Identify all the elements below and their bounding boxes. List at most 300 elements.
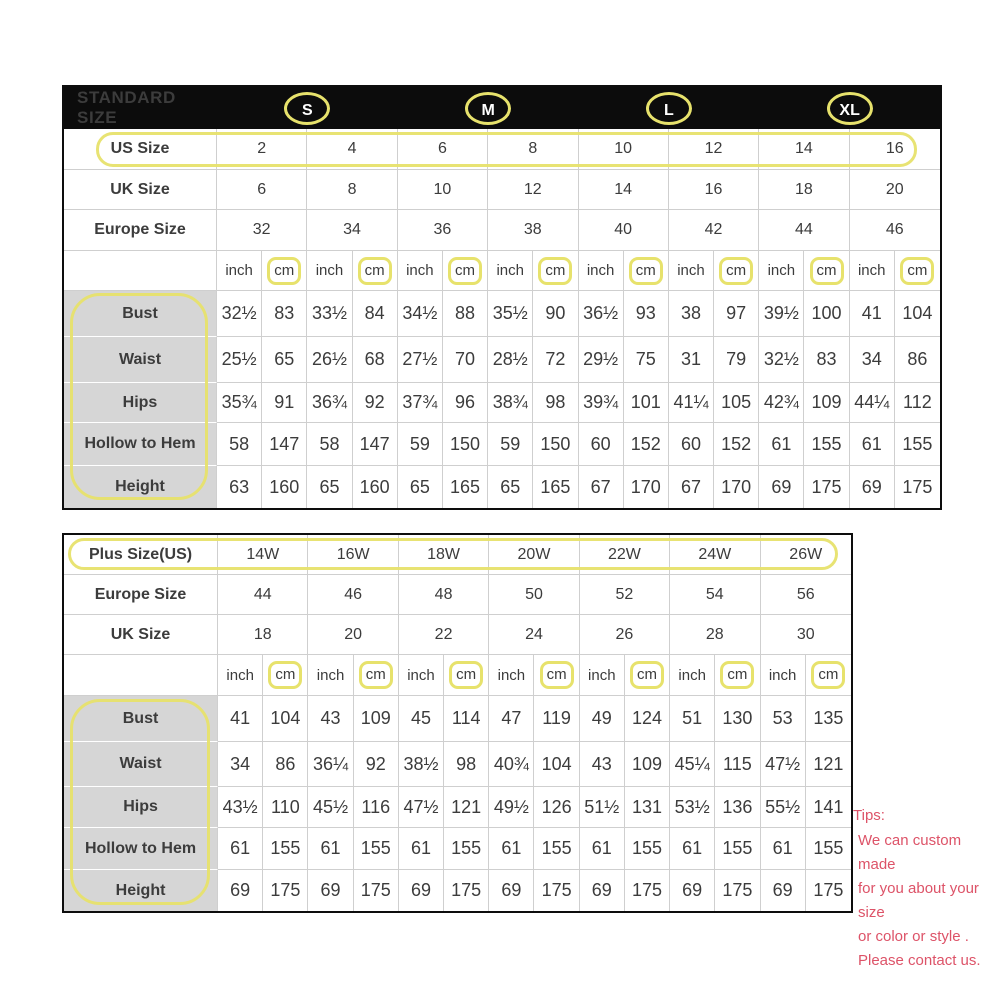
- size-cell: 14: [579, 170, 669, 210]
- measure-cell: 63: [217, 466, 262, 508]
- cm-label-highlighted: cm: [267, 257, 301, 285]
- unit-inch-cell: [488, 251, 533, 291]
- measure-cell: 65: [488, 466, 533, 508]
- measure-cell: 175: [354, 870, 399, 911]
- measure-cell: 155: [804, 423, 849, 466]
- measure-cell: 69: [218, 870, 263, 911]
- cm-label-highlighted: cm: [811, 661, 845, 689]
- measure-cell: 114: [444, 696, 489, 742]
- cm-label-highlighted: cm: [719, 257, 753, 285]
- standard-size-table: [62, 85, 942, 510]
- size-row: [64, 129, 940, 170]
- measure-row-label: Height: [64, 466, 217, 508]
- measure-cell: 165: [533, 466, 578, 508]
- measure-cell: 69: [399, 870, 444, 911]
- size-cell: 40: [579, 210, 669, 251]
- inch-label: inch: [678, 666, 706, 684]
- measure-cell: 98: [533, 383, 578, 423]
- measure-row-label: Waist: [64, 742, 218, 787]
- size-cell: 8: [307, 170, 397, 210]
- size-row: [64, 615, 851, 655]
- cm-label-highlighted: cm: [720, 661, 754, 689]
- size-group-ellipse: S: [284, 92, 330, 125]
- measure-cell: 65: [307, 466, 352, 508]
- measure-cell: 155: [715, 828, 760, 870]
- measure-cell: 67: [669, 466, 714, 508]
- measure-cell: 58: [217, 423, 262, 466]
- measure-cell: 155: [625, 828, 670, 870]
- plus-size-table-section: [62, 533, 853, 913]
- measure-cell: 119: [534, 696, 579, 742]
- size-cell: 28: [670, 615, 760, 655]
- measure-cell: 49: [580, 696, 625, 742]
- size-cell: 22W: [580, 535, 670, 575]
- measure-cell: 97: [714, 291, 759, 337]
- size-row: [64, 575, 851, 615]
- measure-row-label: Waist: [64, 337, 217, 383]
- unit-inch-cell: [218, 655, 263, 696]
- size-cell: 54: [670, 575, 760, 615]
- unit-cm-cell: [625, 655, 670, 696]
- measure-cell: 69: [850, 466, 895, 508]
- measure-cell: 165: [443, 466, 488, 508]
- measure-cell: 42¾: [759, 383, 804, 423]
- measure-cell: 61: [399, 828, 444, 870]
- inch-label: inch: [767, 262, 796, 279]
- table-header-row: [64, 87, 940, 129]
- measure-cell: 68: [353, 337, 398, 383]
- measure-cell: 39¾: [579, 383, 624, 423]
- measure-cell: 69: [761, 870, 806, 911]
- measure-row: [64, 696, 851, 742]
- unit-cm-cell: [806, 655, 851, 696]
- measure-cell: 38¾: [488, 383, 533, 423]
- inch-label: inch: [226, 666, 254, 684]
- inch-label: inch: [496, 262, 524, 279]
- size-cell: 4: [307, 129, 397, 170]
- measure-cell: 126: [534, 787, 579, 828]
- measure-cell: 96: [443, 383, 488, 423]
- inch-label: inch: [225, 262, 253, 279]
- measure-cell: 69: [308, 870, 353, 911]
- size-cell: 18: [759, 170, 849, 210]
- size-cell: 26W: [761, 535, 852, 575]
- measure-cell: 34: [218, 742, 263, 787]
- inch-label: inch: [497, 666, 526, 684]
- size-row-label: Europe Size: [64, 575, 218, 615]
- measure-cell: 175: [804, 466, 849, 508]
- measure-cell: 155: [534, 828, 579, 870]
- measure-cell: 69: [759, 466, 804, 508]
- measure-cell: 69: [580, 870, 625, 911]
- size-cell: 18W: [399, 535, 489, 575]
- tips-note: [853, 804, 999, 973]
- unit-cm-cell: [262, 251, 307, 291]
- measure-cell: 53: [761, 696, 806, 742]
- size-row: [64, 170, 940, 210]
- table-title: STANDARD SIZE: [64, 87, 217, 129]
- measure-cell: 86: [263, 742, 308, 787]
- measure-cell: 40¾: [489, 742, 534, 787]
- size-cell: 46: [850, 210, 940, 251]
- unit-cm-cell: [444, 655, 489, 696]
- inch-label: inch: [588, 666, 616, 684]
- size-group-cell: [759, 87, 940, 129]
- measure-cell: 104: [534, 742, 579, 787]
- measure-cell: 25½: [217, 337, 262, 383]
- tips-line: Please contact us.: [858, 952, 981, 969]
- measure-cell: 155: [895, 423, 940, 466]
- measure-cell: 72: [533, 337, 578, 383]
- measure-cell: 61: [489, 828, 534, 870]
- size-cell: 56: [761, 575, 852, 615]
- measure-cell: 175: [444, 870, 489, 911]
- measure-cell: 47: [489, 696, 534, 742]
- measure-cell: 110: [263, 787, 308, 828]
- size-cell: 30: [761, 615, 852, 655]
- measure-cell: 45: [399, 696, 444, 742]
- measure-cell: 155: [263, 828, 308, 870]
- inch-label: inch: [315, 262, 344, 279]
- size-cell: 16: [669, 170, 759, 210]
- measure-cell: 70: [443, 337, 488, 383]
- measure-cell: 47½: [399, 787, 444, 828]
- cm-label-highlighted: cm: [359, 661, 393, 689]
- size-row-label: UK Size: [64, 615, 218, 655]
- size-cell: 12: [669, 129, 759, 170]
- standard-size-table-section: [62, 85, 942, 510]
- inch-label: inch: [406, 262, 434, 279]
- measure-cell: 34½: [398, 291, 443, 337]
- measure-cell: 61: [761, 828, 806, 870]
- measure-cell: 27½: [398, 337, 443, 383]
- size-cell: 16W: [308, 535, 398, 575]
- unit-row: [64, 655, 851, 696]
- measure-cell: 29½: [579, 337, 624, 383]
- measure-cell: 116: [354, 787, 399, 828]
- measure-cell: 93: [624, 291, 669, 337]
- size-group-ellipse: M: [465, 92, 511, 125]
- unit-row-spacer: [64, 655, 218, 696]
- tips-title: Tips:: [853, 807, 885, 824]
- measure-cell: 75: [624, 337, 669, 383]
- cm-label-highlighted: cm: [358, 257, 392, 285]
- size-cell: 46: [308, 575, 398, 615]
- measure-cell: 55½: [761, 787, 806, 828]
- measure-cell: 34: [850, 337, 895, 383]
- measure-cell: 41: [850, 291, 895, 337]
- measure-cell: 31: [669, 337, 714, 383]
- unit-inch-cell: [217, 251, 262, 291]
- measure-cell: 104: [895, 291, 940, 337]
- measure-cell: 59: [488, 423, 533, 466]
- measure-cell: 88: [443, 291, 488, 337]
- measure-cell: 101: [624, 383, 669, 423]
- measure-cell: 98: [444, 742, 489, 787]
- size-row-label: UK Size: [64, 170, 217, 210]
- measure-cell: 61: [218, 828, 263, 870]
- unit-cm-cell: [263, 655, 308, 696]
- measure-cell: 121: [806, 742, 851, 787]
- unit-cm-cell: [714, 251, 759, 291]
- measure-cell: 104: [263, 696, 308, 742]
- measure-cell: 83: [262, 291, 307, 337]
- measure-cell: 60: [669, 423, 714, 466]
- size-cell: 44: [759, 210, 849, 251]
- unit-cm-cell: [534, 655, 579, 696]
- measure-cell: 79: [714, 337, 759, 383]
- unit-row-spacer: [64, 251, 217, 291]
- measure-cell: 61: [850, 423, 895, 466]
- tips-line: for you about your size: [858, 880, 979, 921]
- size-cell: 10: [579, 129, 669, 170]
- measure-cell: 115: [715, 742, 760, 787]
- size-cell: 14W: [218, 535, 308, 575]
- unit-cm-cell: [624, 251, 669, 291]
- size-cell: 50: [489, 575, 579, 615]
- measure-cell: 69: [670, 870, 715, 911]
- inch-label: inch: [316, 666, 345, 684]
- size-cell: 32: [217, 210, 307, 251]
- measure-cell: 109: [354, 696, 399, 742]
- measure-cell: 39½: [759, 291, 804, 337]
- measure-cell: 35½: [488, 291, 533, 337]
- size-cell: 6: [398, 129, 488, 170]
- measure-cell: 58: [307, 423, 352, 466]
- measure-row-label: Hips: [64, 787, 218, 828]
- size-group-cell: [398, 87, 579, 129]
- measure-cell: 175: [813, 880, 844, 900]
- measure-cell: 43: [308, 696, 353, 742]
- size-cell: 38: [488, 210, 578, 251]
- measure-cell: 83: [804, 337, 849, 383]
- measure-cell: 69: [489, 870, 534, 911]
- unit-cm-cell: [533, 251, 578, 291]
- tips-line: We can custom made: [858, 832, 962, 873]
- size-group-cell: [579, 87, 760, 129]
- measure-cell: 130: [715, 696, 760, 742]
- measure-row: [64, 466, 940, 508]
- size-cell: 36: [398, 210, 488, 251]
- measure-cell: 28½: [488, 337, 533, 383]
- measure-cell: 43½: [218, 787, 263, 828]
- measure-cell: 175: [534, 870, 579, 911]
- size-cell: 24W: [670, 535, 760, 575]
- measure-cell: 59: [398, 423, 443, 466]
- measure-cell: 41¼: [669, 383, 714, 423]
- size-cell: 12: [488, 170, 578, 210]
- measure-cell: 44¼: [850, 383, 895, 423]
- cm-label-highlighted: cm: [538, 257, 572, 285]
- measure-cell: 61: [670, 828, 715, 870]
- measure-cell: 35¾: [217, 383, 262, 423]
- unit-inch-cell: [307, 251, 352, 291]
- measure-cell: 109: [625, 742, 670, 787]
- measure-cell: 26½: [307, 337, 352, 383]
- measure-cell: 36½: [579, 291, 624, 337]
- size-cell: 24: [489, 615, 579, 655]
- measure-row: [64, 291, 940, 337]
- measure-cell: 160: [262, 466, 307, 508]
- inch-label: inch: [586, 262, 615, 279]
- tips-line: or color or style .: [858, 928, 969, 945]
- cm-label-highlighted: cm: [448, 257, 482, 285]
- unit-cm-cell: [715, 655, 760, 696]
- size-cell: 20W: [489, 535, 579, 575]
- measure-cell: 135: [806, 696, 851, 742]
- measure-cell: 41: [218, 696, 263, 742]
- measure-cell: 61: [759, 423, 804, 466]
- measure-cell: 150: [533, 423, 578, 466]
- measure-cell: 155: [354, 828, 399, 870]
- measure-cell: 38: [669, 291, 714, 337]
- measure-cell: 37¾: [398, 383, 443, 423]
- measure-row: [64, 383, 940, 423]
- unit-row: [64, 251, 940, 291]
- measure-cell: 32½: [759, 337, 804, 383]
- measure-cell: 47½: [761, 742, 806, 787]
- measure-cell: 60: [579, 423, 624, 466]
- measure-row-label: Hollow to Hem: [64, 423, 217, 466]
- size-cell: 48: [399, 575, 489, 615]
- inch-label: inch: [677, 262, 705, 279]
- measure-cell: 91: [262, 383, 307, 423]
- measure-cell: 45¼: [670, 742, 715, 787]
- measure-cell: 136: [715, 787, 760, 828]
- size-cell: 26: [580, 615, 670, 655]
- unit-inch-cell: [761, 655, 806, 696]
- measure-cell: 155: [444, 828, 489, 870]
- size-row-label: Europe Size: [64, 210, 217, 251]
- measure-cell: 45½: [308, 787, 353, 828]
- measure-cell: 49½: [489, 787, 534, 828]
- unit-cm-cell: [353, 251, 398, 291]
- size-cell: 10: [398, 170, 488, 210]
- inch-label: inch: [768, 666, 797, 684]
- measure-cell: 131: [625, 787, 670, 828]
- measure-cell: 51½: [580, 787, 625, 828]
- inch-label: inch: [407, 666, 435, 684]
- measure-cell: 175: [263, 870, 308, 911]
- unit-inch-cell: [398, 251, 443, 291]
- measure-row: [64, 337, 940, 383]
- size-row: [64, 535, 851, 575]
- size-cell: 2: [217, 129, 307, 170]
- measure-row-label: Bust: [64, 291, 217, 337]
- unit-inch-cell: [669, 251, 714, 291]
- unit-cm-cell: [443, 251, 488, 291]
- cm-label-highlighted: cm: [268, 661, 302, 689]
- size-row-label: Plus Size(US): [64, 535, 218, 575]
- measure-cell: 61: [580, 828, 625, 870]
- unit-inch-cell: [759, 251, 804, 291]
- measure-row: [64, 870, 851, 911]
- unit-cm-cell: [895, 251, 940, 291]
- measure-cell: 147: [353, 423, 398, 466]
- unit-cm-cell: [354, 655, 399, 696]
- measure-cell: 65: [398, 466, 443, 508]
- measure-cell: 32½: [217, 291, 262, 337]
- cm-label-highlighted: cm: [629, 257, 663, 285]
- measure-cell: 170: [714, 466, 759, 508]
- unit-inch-cell: [850, 251, 895, 291]
- measure-row-label: Bust: [64, 696, 218, 742]
- unit-inch-cell: [670, 655, 715, 696]
- size-cell: 44: [218, 575, 308, 615]
- size-row: [64, 210, 940, 251]
- measure-cell: 175: [902, 476, 933, 497]
- measure-cell: 84: [353, 291, 398, 337]
- measure-cell: 175: [715, 870, 760, 911]
- size-cell: 18: [218, 615, 308, 655]
- measure-cell: 100: [804, 291, 849, 337]
- measure-cell: 152: [624, 423, 669, 466]
- measure-cell: 43: [580, 742, 625, 787]
- measure-cell: 36¾: [307, 383, 352, 423]
- measure-cell: 121: [444, 787, 489, 828]
- measure-cell: 53½: [670, 787, 715, 828]
- size-cell: 20: [850, 170, 940, 210]
- measure-cell: 86: [895, 337, 940, 383]
- measure-cell: 160: [353, 466, 398, 508]
- measure-cell: 155: [806, 828, 851, 870]
- unit-cm-cell: [804, 251, 849, 291]
- measure-row: [64, 742, 851, 787]
- size-cell: 20: [308, 615, 398, 655]
- measure-cell: 38½: [399, 742, 444, 787]
- unit-inch-cell: [579, 251, 624, 291]
- measure-cell: 175: [625, 870, 670, 911]
- size-cell: 8: [488, 129, 578, 170]
- cm-label-highlighted: cm: [540, 661, 574, 689]
- measure-cell: 112: [895, 383, 940, 423]
- cm-label-highlighted: cm: [630, 661, 664, 689]
- plus-size-table: [62, 533, 853, 913]
- size-cell: 22: [399, 615, 489, 655]
- measure-cell: 152: [714, 423, 759, 466]
- measure-cell: 33½: [307, 291, 352, 337]
- measure-row-label: Height: [64, 870, 218, 911]
- measure-cell: 124: [625, 696, 670, 742]
- measure-cell: 92: [354, 742, 399, 787]
- inch-label: inch: [857, 262, 886, 279]
- measure-row-label: Hips: [64, 383, 217, 423]
- measure-cell: 67: [579, 466, 624, 508]
- measure-cell: 36¼: [308, 742, 353, 787]
- cm-label-highlighted: cm: [810, 257, 844, 285]
- size-group-ellipse: XL: [827, 92, 873, 125]
- measure-row: [64, 787, 851, 828]
- size-cell: 52: [580, 575, 670, 615]
- measure-row-label: Hollow to Hem: [64, 828, 218, 870]
- size-cell: 42: [669, 210, 759, 251]
- measure-cell: 150: [443, 423, 488, 466]
- unit-inch-cell: [489, 655, 534, 696]
- measure-cell: 170: [624, 466, 669, 508]
- unit-inch-cell: [580, 655, 625, 696]
- measure-cell: 65: [262, 337, 307, 383]
- measure-row: [64, 423, 940, 466]
- cm-label-highlighted: cm: [449, 661, 483, 689]
- measure-cell: 61: [308, 828, 353, 870]
- size-group-ellipse: L: [646, 92, 692, 125]
- measure-cell: 92: [353, 383, 398, 423]
- unit-inch-cell: [399, 655, 444, 696]
- measure-cell: 109: [804, 383, 849, 423]
- size-cell: 34: [307, 210, 397, 251]
- size-group-cell: [217, 87, 398, 129]
- measure-cell: 90: [533, 291, 578, 337]
